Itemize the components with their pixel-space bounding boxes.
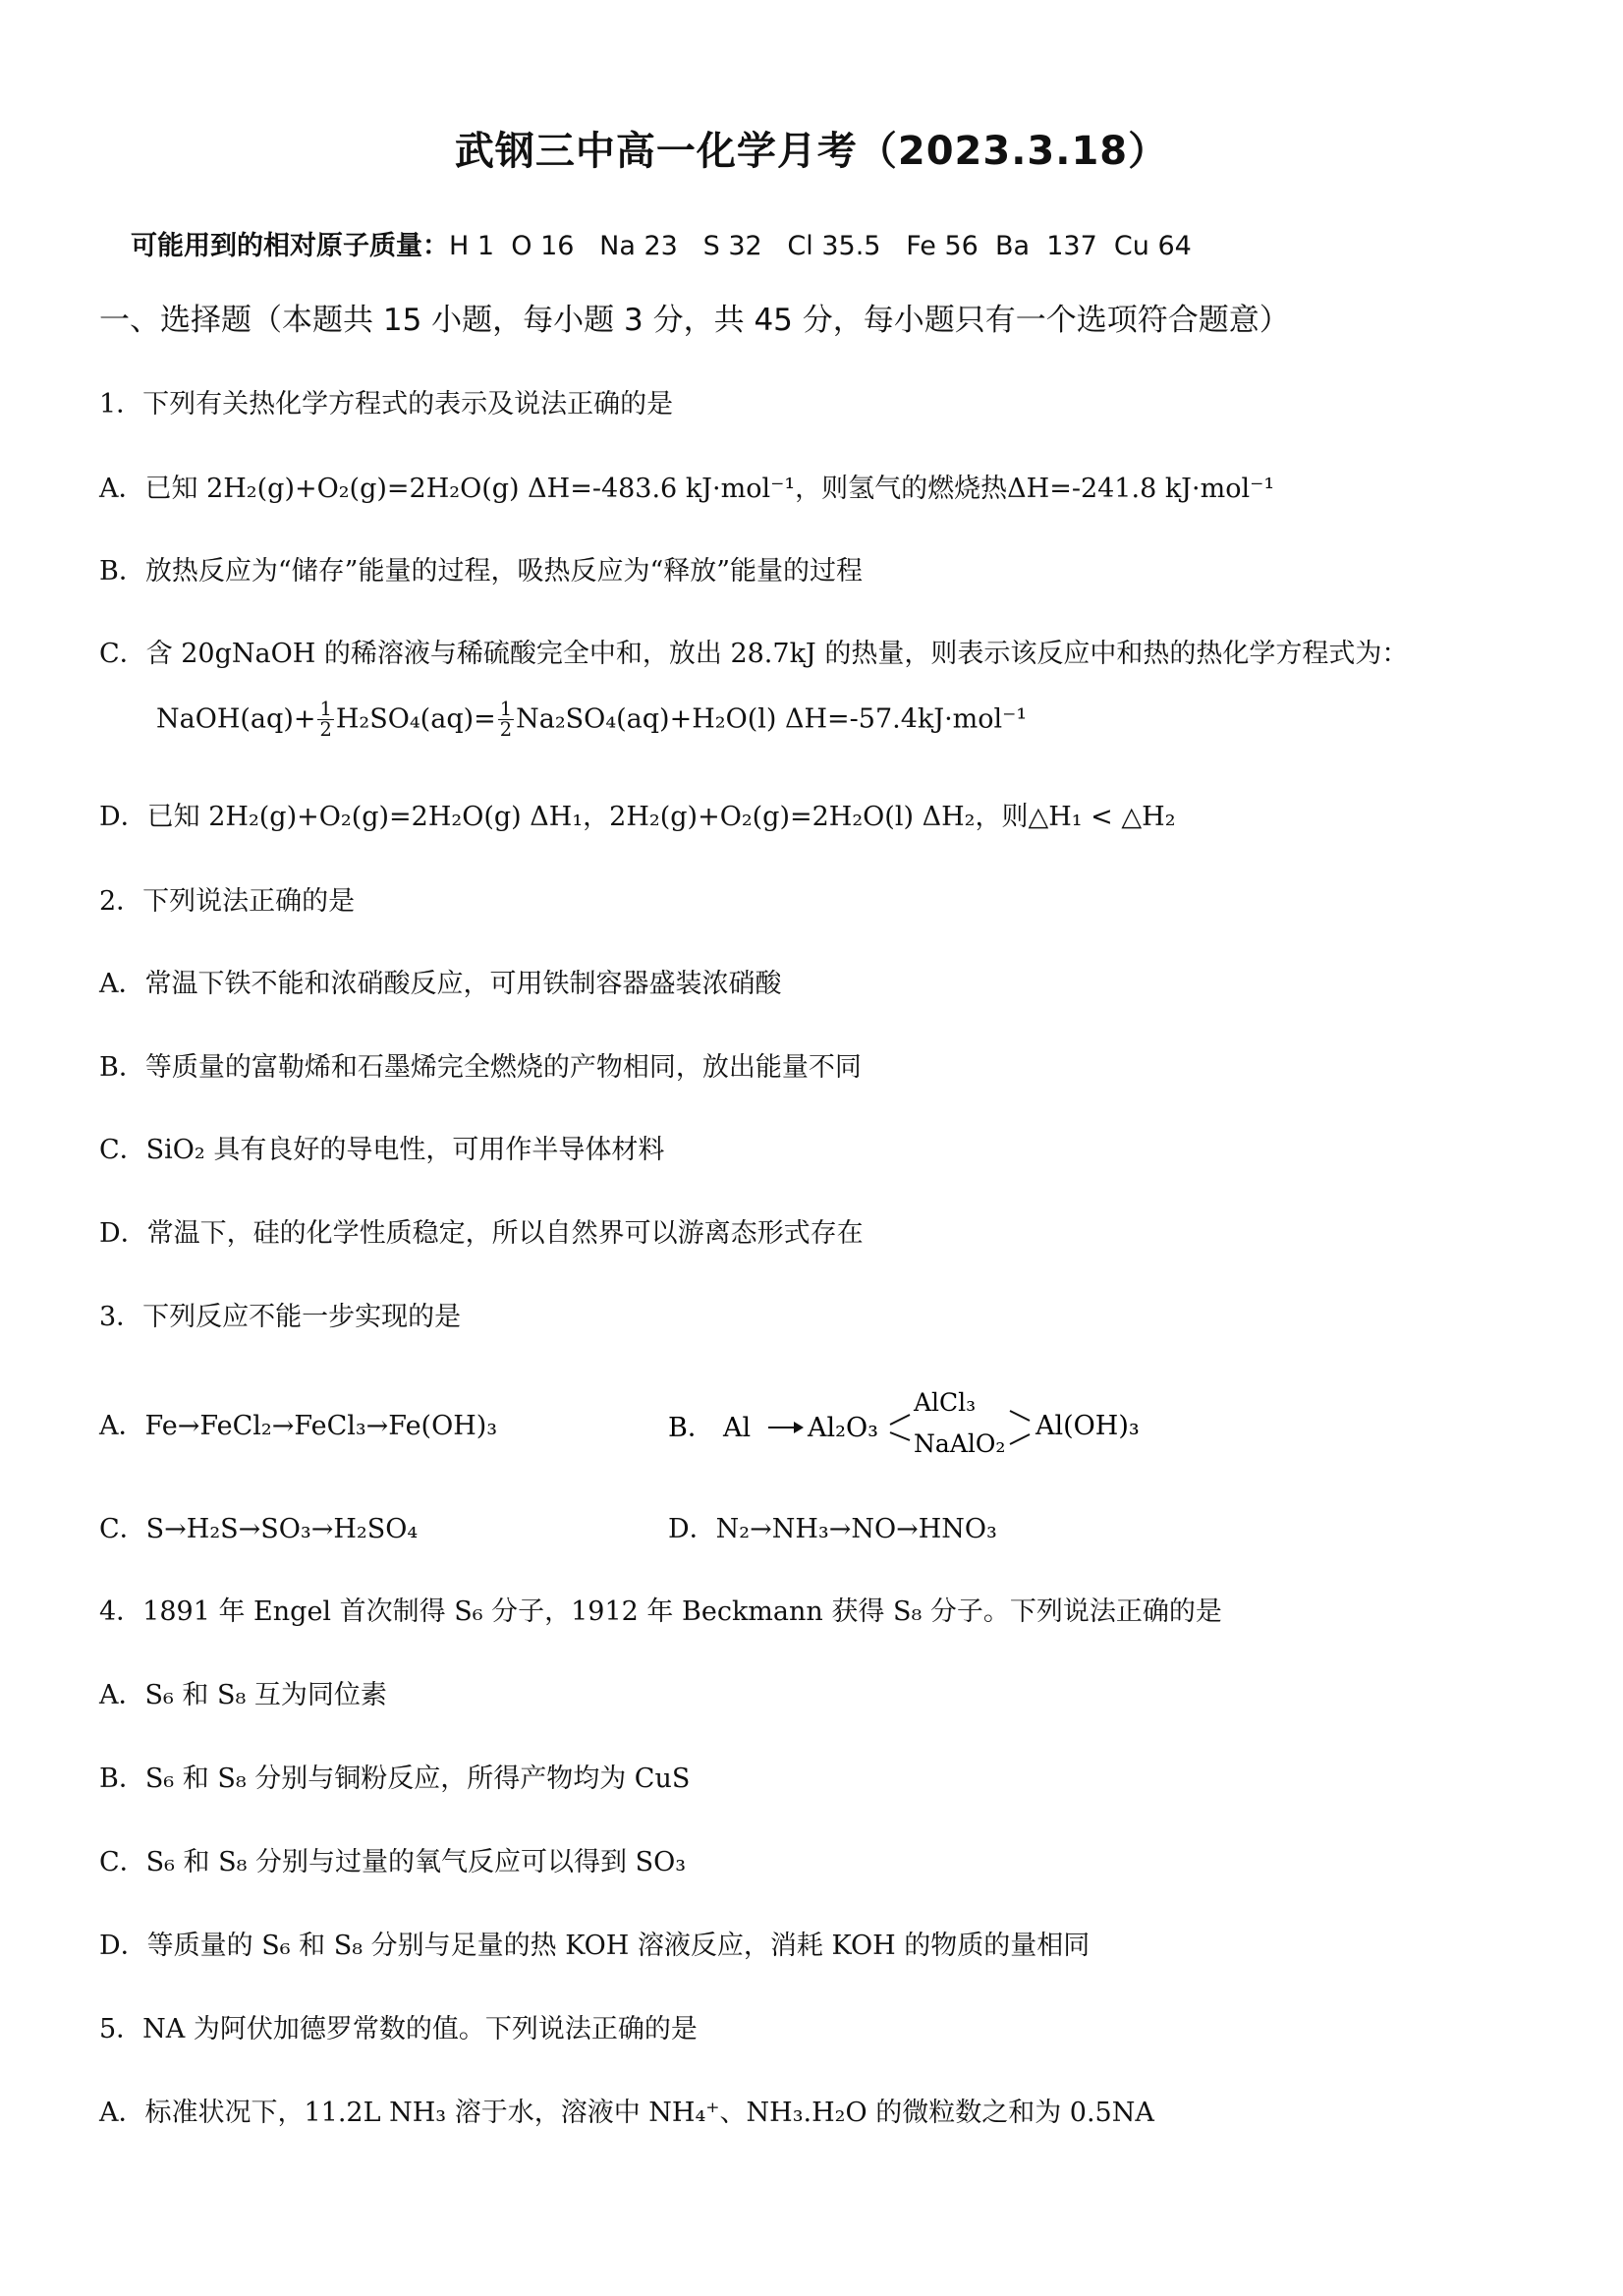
question-2-option-b: B．等质量的富勒烯和石墨烯完全燃烧的产物相同，放出能量不同 [99, 1052, 862, 1083]
question-1-option-a: A．已知 2H₂(g)+O₂(g)=2H₂O(g) ΔH=-483.6 kJ·mol⁻¹，则氢气的燃烧热ΔH=-241.8 kJ·mol⁻¹ [99, 474, 1275, 504]
question-1-option-b: B．放热反应为“储存”能量的过程，吸热反应为“释放”能量的过程 [99, 556, 864, 587]
question-3-stem: 3．下列反应不能一步实现的是 [99, 1302, 462, 1332]
question-3-option-a: A．Fe→FeCl₂→FeCl₃→Fe(OH)₃ [99, 1411, 498, 1441]
fraction-numerator: 1 [319, 698, 332, 720]
question-1-option-c: C．含 20gNaOH 的稀溶液与稀硫酸完全中和，放出 28.7kJ 的热量，则表示该反应中和热的热化学方程式为： [99, 639, 1409, 669]
equation-part-3: Na₂SO₄(aq)+H₂O(l) ΔH=-57.4kJ·mol⁻¹ [516, 703, 1028, 735]
question-3-option-c: C．S→H₂S→SO₃→H₂SO₄ [99, 1514, 419, 1544]
arrow-down-right-icon [890, 1432, 910, 1440]
option-b-label: B． [668, 1413, 714, 1443]
arrow-head-icon [794, 1422, 804, 1433]
arrow-up-right-icon [1010, 1434, 1030, 1444]
question-2-option-a: A．常温下铁不能和浓硝酸反应，可用铁制容器盛装浓硝酸 [99, 969, 782, 999]
question-1-stem: 1．下列有关热化学方程式的表示及说法正确的是 [99, 389, 674, 420]
question-3-option-b-scheme [668, 1375, 1179, 1484]
scheme-naalo2: NaAlO₂ [914, 1429, 1006, 1458]
atomic-masses-label: 可能用到的相对原子质量： [131, 231, 449, 261]
question-4-option-a: A．S₆ 和 S₈ 互为同位素 [99, 1680, 387, 1710]
question-5-stem: 5．NA 为阿伏加德罗常数的值。下列说法正确的是 [99, 2014, 698, 2044]
scheme-al2o3: Al₂O₃ [808, 1413, 878, 1443]
question-4-option-b: B．S₆ 和 S₈ 分别与铜粉反应，所得产物均为 CuS [99, 1764, 691, 1794]
scheme-al: Al [723, 1413, 752, 1443]
question-2-stem: 2．下列说法正确的是 [99, 886, 356, 917]
atomic-masses [131, 224, 1192, 262]
question-1-option-c-equation [156, 700, 1027, 741]
question-5-option-a: A．标准状况下，11.2L NH₃ 溶于水，溶液中 NH₄⁺、NH₃.H₂O 的微粒数之和为 0.5NA [99, 2098, 1154, 2128]
question-1-option-d: D．已知 2H₂(g)+O₂(g)=2H₂O(g) ΔH₁，2H₂(g)+O₂(g)=2H₂O(l) ΔH₂，则△H₁ < △H₂ [99, 802, 1176, 832]
question-4-option-d: D．等质量的 S₆ 和 S₈ 分别与足量的热 KOH 溶液反应，消耗 KOH 的物质的量相同 [99, 1931, 1091, 1961]
equation-part-2: H₂SO₄(aq)= [335, 703, 496, 735]
equation-part-1: NaOH(aq)+ [156, 703, 316, 735]
scheme-aloh3: Al(OH)₃ [1035, 1411, 1140, 1441]
question-4-option-c: C．S₆ 和 S₈ 分别与过量的氧气反应可以得到 SO₃ [99, 1847, 687, 1877]
page-title: 武钢三中高一化学月考（2023.3.18） [454, 129, 1169, 174]
question-3-option-d: D．N₂→NH₃→NO→HNO₃ [668, 1514, 997, 1544]
arrow-down-right-icon [1010, 1411, 1030, 1421]
question-4-stem: 4．1891 年 Engel 首次制得 S₆ 分子，1912 年 Beckmann 获得 S₈ 分子。下列说法正确的是 [99, 1596, 1222, 1627]
fraction-numerator: 1 [499, 698, 513, 720]
fraction-half-1 [317, 700, 333, 741]
question-2-option-c: C．SiO₂ 具有良好的导电性，可用作半导体材料 [99, 1135, 665, 1165]
arrow-up-right-icon [890, 1415, 910, 1425]
question-2-option-d: D．常温下，硅的化学性质稳定，所以自然界可以游离态形式存在 [99, 1218, 864, 1249]
fraction-denominator: 2 [319, 718, 332, 742]
scheme-alcl3: AlCl₃ [914, 1388, 977, 1417]
fraction-denominator: 2 [499, 718, 513, 742]
section-heading: 一、选择题（本题共 15 小题，每小题 3 分，共 45 分，每小题只有一个选项符合题意） [99, 303, 1290, 338]
fraction-half-2 [498, 700, 514, 741]
atomic-masses-values: H 1 O 16 Na 23 S 32 Cl 35.5 Fe 56 Ba 137 Cu 64 [449, 231, 1192, 261]
